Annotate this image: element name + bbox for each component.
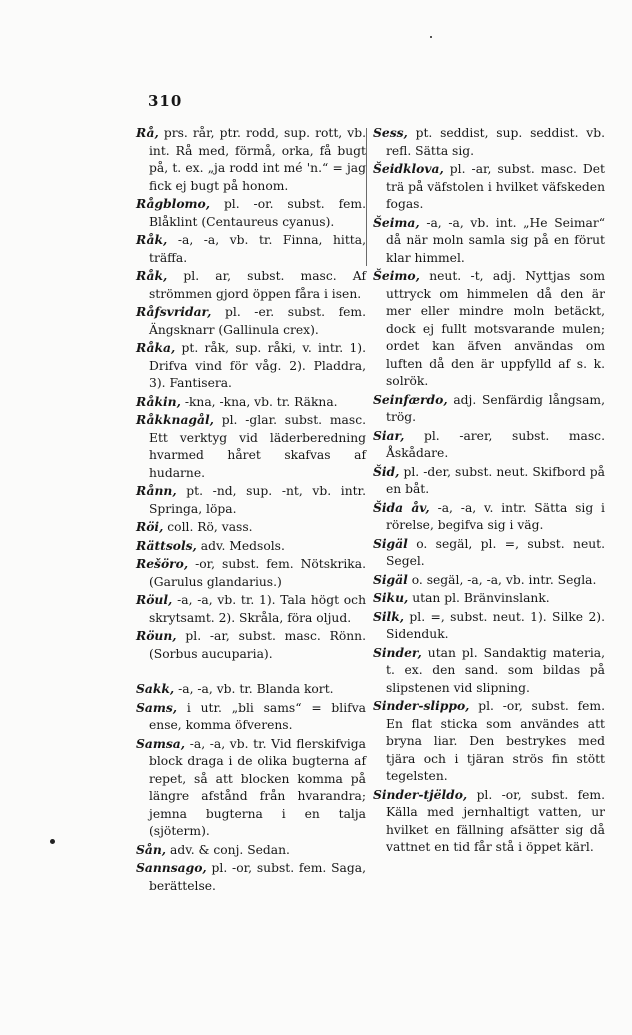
dictionary-entry	[373, 697, 605, 786]
entry-headword: Sigäl	[373, 571, 408, 587]
entry-definition: o. segäl, -a, -a, vb. intr. Segla.	[411, 572, 597, 587]
entry-definition: i utr. „bli sams“ = blifva ense, komma öfverens.	[149, 700, 366, 732]
entry-definition: pl. =, subst. neut. 1). Silke 2). Sidenduk.	[386, 609, 605, 641]
entry-definition: pt. seddist, sup. seddist. vb. refl. Sätta sig.	[386, 126, 605, 158]
column-divider	[366, 128, 367, 266]
dictionary-entry	[136, 393, 366, 412]
dictionary-entry	[373, 391, 605, 427]
dictionary-entry	[136, 411, 366, 482]
entry-definition: -a, -a, v. intr. Sätta sig i rörelse, begifva sig i väg.	[386, 500, 605, 532]
dictionary-entry	[373, 535, 605, 571]
entry-headword: Rešöro,	[136, 556, 189, 571]
entry-headword: Råka,	[136, 340, 176, 355]
entry-headword: Röul,	[136, 592, 173, 607]
entry-headword: Röi,	[136, 519, 164, 534]
dictionary-entry	[136, 735, 366, 841]
print-speck	[430, 36, 432, 38]
entry-definition: -a, -a, vb. int. „He Seimar“ då när moln samla sig på en förut klar himmel.	[386, 215, 605, 265]
dictionary-entry	[136, 195, 366, 231]
entry-headword: Rå,	[136, 125, 159, 140]
dictionary-entry	[136, 680, 366, 699]
entry-headword: Röun,	[136, 628, 177, 643]
entry-definition: pl. -er. subst. fem. Ängsknarr (Gallinula crex).	[149, 305, 366, 337]
entry-definition: adj. Senfärdig långsam, trög.	[386, 392, 605, 424]
entry-definition: pl. -arer, subst. masc. Åskådare.	[386, 428, 605, 460]
entry-headword: Sams,	[136, 699, 178, 715]
entry-definition: neut. -t, adj. Nyttjas som uttryck om himmelen då den är mer eller mindre moln betäckt, dock ej fullt motsvarande mulen; ordet kan äfven användas om luften då den är uppfylld af s. k. solrök.	[386, 269, 605, 388]
dictionary-entry	[136, 627, 366, 663]
entry-headword: Rågblomo,	[136, 196, 211, 211]
entry-definition: adv. Medsols.	[200, 538, 285, 553]
dictionary-entry	[373, 124, 605, 160]
margin-dot	[50, 839, 55, 844]
dictionary-entry	[136, 859, 366, 895]
dictionary-entry	[136, 339, 366, 393]
entry-definition: pl. -or, subst. fem. Saga, berättelse.	[149, 861, 366, 893]
entry-headword: Råkin,	[136, 393, 181, 409]
dictionary-entry	[136, 841, 366, 860]
dictionary-entry	[136, 231, 366, 267]
entry-definition: adv. & conj. Sedan.	[170, 842, 290, 857]
dictionary-entry	[136, 124, 366, 195]
entry-headword: Siku,	[373, 590, 409, 605]
entry-headword: Šid,	[373, 463, 400, 479]
right-column	[373, 124, 605, 857]
entry-definition: pl. ar, subst. masc. Af strömmen gjord öppen fåra i isen.	[149, 269, 366, 301]
entry-headword: Rånn,	[136, 483, 177, 498]
left-column	[136, 124, 366, 895]
entry-headword: Šeidklova,	[373, 161, 444, 176]
entry-headword: Sannsago,	[136, 860, 207, 875]
dictionary-entry	[373, 608, 605, 644]
entry-definition: -a, -a, vb. tr. 1). Tala högt och skrytsamt. 2). Skråla, föra oljud.	[149, 593, 366, 625]
dictionary-entry	[373, 463, 605, 499]
entry-headword: Šida åv,	[373, 499, 430, 515]
dictionary-entry	[373, 786, 605, 857]
dictionary-entry	[136, 537, 366, 556]
entry-headword: Šeimo,	[373, 268, 420, 283]
entry-definition: -a, -a, vb. tr. Blanda kort.	[178, 682, 334, 696]
entry-definition: -a, -a, vb. tr. Finna, hitta, träffa.	[149, 233, 366, 265]
entry-headword: Sån,	[136, 841, 167, 857]
entry-headword: Siar,	[373, 427, 405, 443]
dictionary-entry	[373, 589, 605, 608]
entry-definition: -or, subst. fem. Nötskrika. (Garulus glandarius.)	[149, 557, 366, 589]
dictionary-entry	[136, 518, 366, 537]
dictionary-entry	[373, 427, 605, 463]
dictionary-entry	[136, 555, 366, 591]
entry-headword: Sakk,	[136, 681, 175, 696]
dictionary-entry	[373, 499, 605, 535]
entry-headword: Sess,	[373, 125, 408, 140]
entry-headword: Sigäl	[373, 535, 408, 551]
dictionary-entry	[373, 571, 605, 590]
entry-definition: pl. -or, subst. fem. En flat sticka som användes att bryna liar. Den bestrykes med tjära och i tjäran strös fin stött tegelsten.	[386, 699, 605, 783]
entry-definition: utan pl. Sandaktig materia, t. ex. den sand. som bildas på slipstenen vid slipning.	[386, 645, 605, 695]
entry-headword: Råfsvridar,	[136, 304, 212, 319]
page-number: 310	[148, 92, 183, 110]
entry-definition: -kna, -kna, vb. tr. Räkna.	[184, 394, 338, 409]
dictionary-entry	[136, 267, 366, 303]
entry-definition: pt. -nd, sup. -nt, vb. intr. Springa, löpa.	[149, 484, 366, 516]
entry-definition: pl. -or, subst. fem. Källa med jernhaltigt vatten, ur hvilket en fällning afsätter sig då vattnet en tid får stå i öppet kärl.	[386, 787, 605, 854]
entry-definition: pl. -glar. subst. masc. Ett verktyg vid läderberedning hvarmed håret skafvas af hudarne.	[149, 413, 366, 480]
dictionary-entry	[136, 591, 366, 627]
entry-definition: pt. råk, sup. råki, v. intr. 1). Drifva vind för våg. 2). Pladdra, 3). Fantisera.	[149, 341, 366, 390]
section-gap	[136, 663, 366, 680]
entry-headword: Sinder-tjëldo,	[373, 786, 468, 802]
entry-headword: Silk,	[373, 608, 405, 624]
dictionary-entry	[373, 160, 605, 214]
entry-headword: Samsa,	[136, 735, 186, 751]
entry-definition: pl. -ar, subst. masc. Rönn. (Sorbus aucuparia).	[149, 629, 366, 661]
entry-headword: Råk,	[136, 232, 168, 247]
entry-headword: Rättsols,	[136, 537, 197, 553]
entry-definition: pl. -or. subst. fem. Blåklint (Centaureus cyanus).	[149, 197, 366, 229]
entry-headword: Råk,	[136, 268, 168, 283]
dictionary-entry	[136, 699, 366, 735]
entry-definition: -a, -a, vb. tr. Vid flerskifviga block draga i de olika bugterna af repet, så att blocken komma på längre afstånd från hvarandra; jemna bugterna i en talja (sjöterm).	[149, 736, 366, 838]
entry-definition: pl. -der, subst. neut. Skifbord på en båt.	[386, 464, 605, 496]
entry-headword: Råkknagål,	[136, 412, 214, 427]
dictionary-entry	[373, 644, 605, 698]
entry-headword: Sinder,	[373, 644, 422, 660]
dictionary-entry	[136, 482, 366, 518]
entry-definition: prs. rår, ptr. rodd, sup. rott, vb. int. Rå med, förmå, orka, få bugt på, t. ex. „ja rodd int mé 'n.“ = jag fick ej bugt på honom.	[149, 126, 366, 193]
dictionary-entry	[373, 214, 605, 268]
entry-definition: utan pl. Bränvinslank.	[412, 591, 550, 605]
entry-definition: o. segäl, pl. =, subst. neut. Segel.	[386, 536, 605, 568]
entry-definition: coll. Rö, vass.	[167, 520, 253, 534]
entry-headword: Sinder-slippo,	[373, 698, 470, 713]
entry-definition: pl. -ar, subst. masc. Det trä på väfstolen i hvilket väfskeden fogas.	[386, 162, 605, 211]
dictionary-entry	[136, 303, 366, 339]
entry-headword: Šeima,	[373, 214, 420, 230]
dictionary-entry	[373, 267, 605, 391]
entry-headword: Seinfærdo,	[373, 391, 448, 407]
